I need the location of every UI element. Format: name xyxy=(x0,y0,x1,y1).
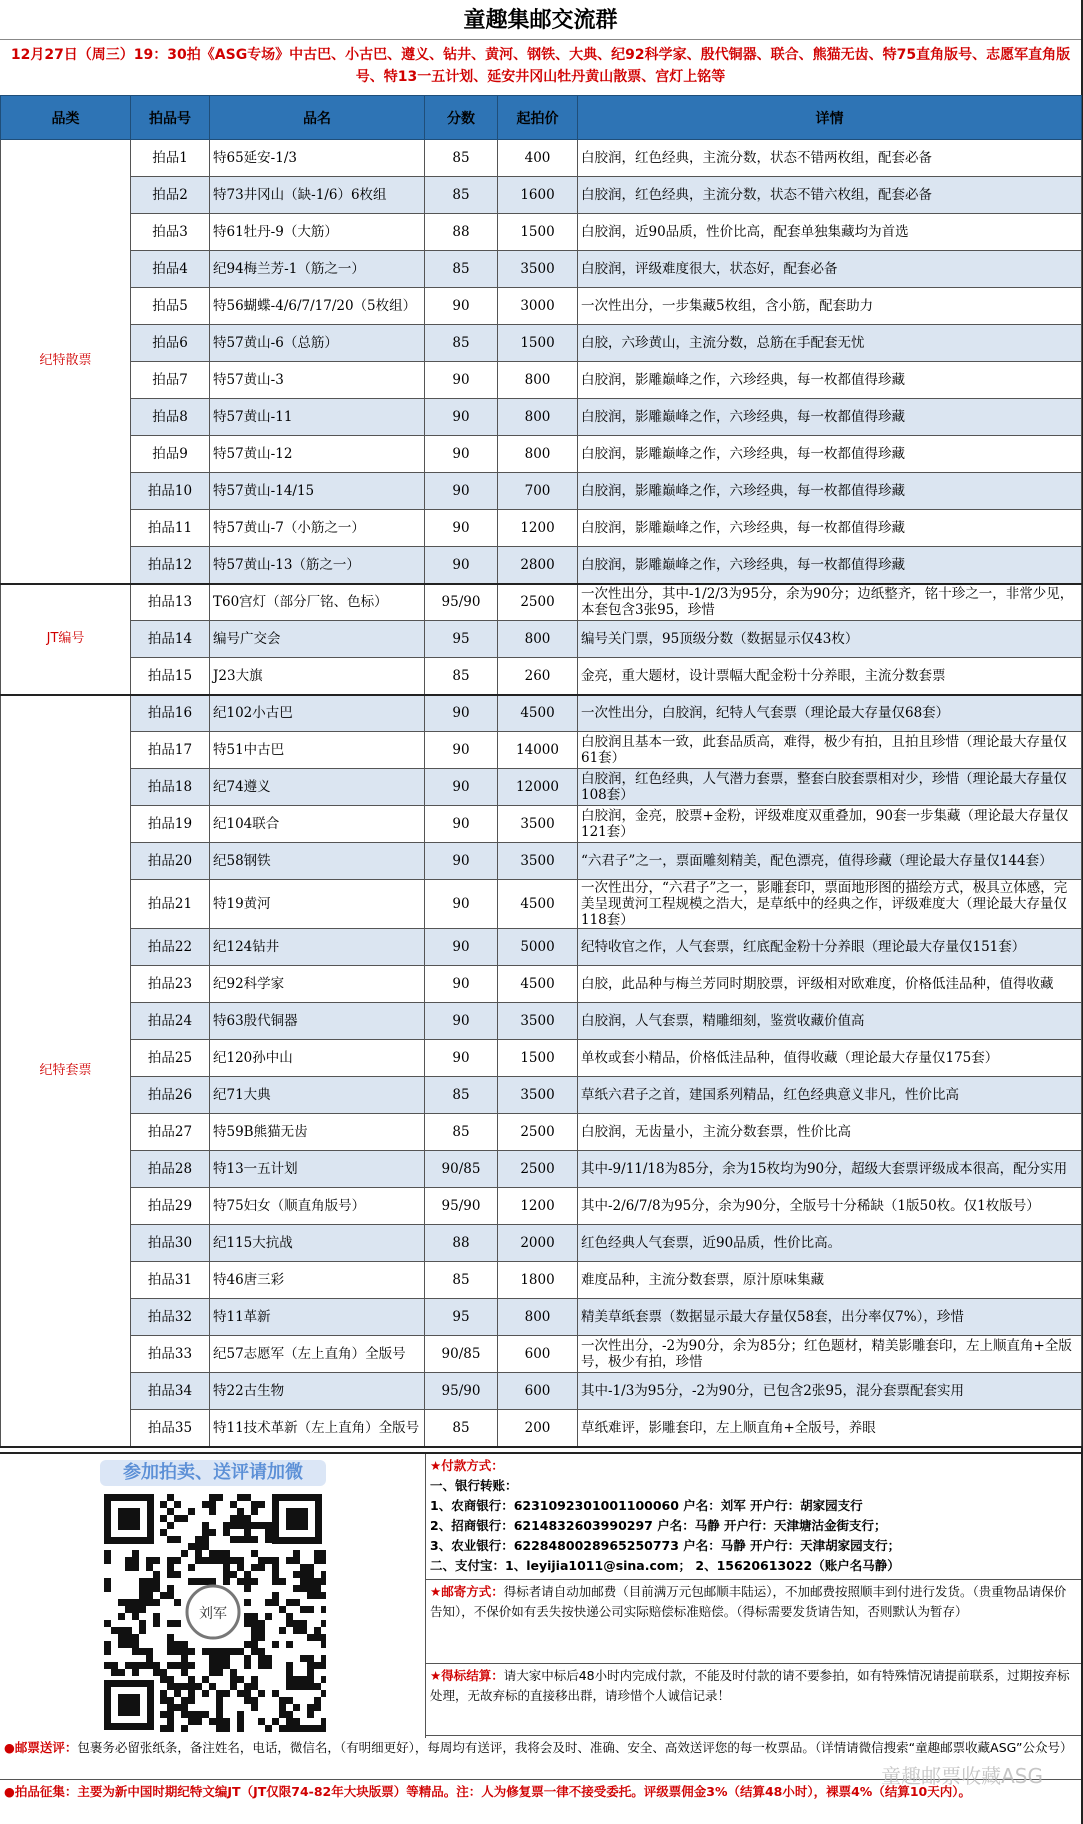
lot-price-cell: 700 xyxy=(498,473,578,510)
lot-number-cell: 拍品12 xyxy=(131,547,210,584)
lot-number-cell: 拍品2 xyxy=(131,177,210,214)
lot-number-cell: 拍品26 xyxy=(131,1077,210,1114)
table-row xyxy=(1,288,1082,325)
shipping-heading: ★邮寄方式： xyxy=(430,1584,504,1599)
table-row xyxy=(1,436,1082,473)
table-row xyxy=(1,362,1082,399)
table-row xyxy=(1,399,1082,436)
lot-name-cell: 特65延安-1/3 xyxy=(210,140,425,177)
lot-price-cell: 2000 xyxy=(498,1225,578,1262)
lot-score-cell: 95 xyxy=(425,621,498,658)
lot-detail-cell: 编号关门票，95顶级分数（数据显示仅43枚） xyxy=(578,621,1082,658)
lot-score-cell: 90 xyxy=(425,880,498,929)
lot-price-cell: 4500 xyxy=(498,880,578,929)
shipping-block xyxy=(426,1580,1081,1664)
grading-heading: ●邮票送评： xyxy=(4,1740,78,1755)
lot-score-cell: 90 xyxy=(425,547,498,584)
lot-name-cell: 特57黄山-14/15 xyxy=(210,473,425,510)
table-row xyxy=(1,1410,1082,1447)
table-row xyxy=(1,214,1082,251)
table-row xyxy=(1,325,1082,362)
lot-detail-cell: 精美草纸套票（数据显示最大存量仅58套，出分率仅7%），珍惜 xyxy=(578,1299,1082,1336)
lot-price-cell: 800 xyxy=(498,436,578,473)
lot-price-cell: 200 xyxy=(498,1410,578,1447)
lot-number-cell: 拍品20 xyxy=(131,843,210,880)
qr-caption: 参加拍卖、送评请加微 xyxy=(100,1460,326,1486)
lot-name-cell: 特11革新 xyxy=(210,1299,425,1336)
table-row xyxy=(1,1299,1082,1336)
table-row xyxy=(1,929,1082,966)
lot-name-cell: 特22古生物 xyxy=(210,1373,425,1410)
lot-name-cell: J23大旗 xyxy=(210,658,425,695)
lot-number-cell: 拍品27 xyxy=(131,1114,210,1151)
lot-detail-cell: 草纸六君子之首，建国系列精品，红色经典意义非凡，性价比高 xyxy=(578,1077,1082,1114)
lot-number-cell: 拍品13 xyxy=(131,584,210,621)
lot-detail-cell: 草纸难评，影雕套印，左上顺直角+全版号，养眼 xyxy=(578,1410,1082,1447)
lot-detail-cell: 白胶，六珍黄山，主流分数，总筋在手配套无忧 xyxy=(578,325,1082,362)
lot-name-cell: 特61牡丹-9（大筋） xyxy=(210,214,425,251)
table-row xyxy=(1,843,1082,880)
lot-name-cell: 编号广交会 xyxy=(210,621,425,658)
lot-detail-cell: 白胶润，影雕巅峰之作，六珍经典，每一枚都值得珍藏 xyxy=(578,473,1082,510)
table-row xyxy=(1,1225,1082,1262)
lot-score-cell: 90/85 xyxy=(425,1336,498,1373)
lot-name-cell: 纪57志愿军（左上直角）全版号 xyxy=(210,1336,425,1373)
lot-price-cell: 1500 xyxy=(498,325,578,362)
lots-body xyxy=(1,140,1082,1447)
winning-text: 请大家中标后48小时内完成付款，不能及时付款的请不要参拍，如有特殊情况请提前联系，过期按弃标处理，无故弃标的直接移出群，请珍惜个人诚信记录！ xyxy=(430,1668,1070,1703)
lot-detail-cell: 红色经典人气套票，近90品质，性价比高。 xyxy=(578,1225,1082,1262)
lot-score-cell: 95/90 xyxy=(425,1373,498,1410)
lot-number-cell: 拍品1 xyxy=(131,140,210,177)
lot-price-cell: 1200 xyxy=(498,510,578,547)
lot-detail-cell: 纪特收官之作，人气套票，红底配金粉十分养眼（理论最大存量仅151套） xyxy=(578,929,1082,966)
grading-text: 包裹务必留张纸条，备注姓名，电话，微信名，（有明细更好），每周均有送评，我将会及时、准确、安全、高效送评您的每一枚票品。（详情请微信搜索“童趣邮票收藏ASG”公众号） xyxy=(77,1740,1073,1755)
lot-score-cell: 90 xyxy=(425,966,498,1003)
lot-score-cell: 85 xyxy=(425,1114,498,1151)
lot-name-cell: 特11技术革新（左上直角）全版号 xyxy=(210,1410,425,1447)
lot-score-cell: 90 xyxy=(425,769,498,806)
table-row xyxy=(1,1151,1082,1188)
lot-number-cell: 拍品14 xyxy=(131,621,210,658)
lot-name-cell: 特59B熊猫无齿 xyxy=(210,1114,425,1151)
lot-score-cell: 85 xyxy=(425,1262,498,1299)
lot-price-cell: 4500 xyxy=(498,695,578,732)
lot-score-cell: 90 xyxy=(425,695,498,732)
lot-number-cell: 拍品34 xyxy=(131,1373,210,1410)
lot-price-cell: 1500 xyxy=(498,1040,578,1077)
lot-score-cell: 95/90 xyxy=(425,584,498,621)
info-panel xyxy=(426,1454,1081,1738)
header-lot: 拍品号 xyxy=(131,96,210,140)
lot-number-cell: 拍品18 xyxy=(131,769,210,806)
table-row xyxy=(1,177,1082,214)
lot-price-cell: 400 xyxy=(498,140,578,177)
lot-detail-cell: 一次性出分，“六君子”之一，影雕套印，票面地形图的描绘方式，极具立体感，完美呈现黄河工程规模之浩大，是草纸中的经典之作，评级难度大（理论最大存量仅118套） xyxy=(578,880,1082,929)
lot-detail-cell: 白胶润，影雕巅峰之作，六珍经典，每一枚都值得珍藏 xyxy=(578,399,1082,436)
payment-bank-heading: 一、银行转账： xyxy=(430,1478,518,1493)
lot-detail-cell: “六君子”之一，票面雕刻精美，配色漂亮，值得珍藏（理论最大存量仅144套） xyxy=(578,843,1082,880)
lot-name-cell: 纪58钢铁 xyxy=(210,843,425,880)
lot-detail-cell: 单枚或套小精品，价格低洼品种，值得收藏（理论最大存量仅175套） xyxy=(578,1040,1082,1077)
lot-name-cell: 纪74遵义 xyxy=(210,769,425,806)
lot-name-cell: 纪102小古巴 xyxy=(210,695,425,732)
auction-subtitle: 12月27日（周三）19：30拍《ASG专场》中古巴、小古巴、遵义、钻井、黄河、钢铁、大典、纪92科学家、殷代铜器、联合、熊猫无齿、特75直角版号、志愿军直角版号、特13一五计划、延安井冈山牡丹黄山散票、宫灯上铭等 xyxy=(10,47,1071,85)
lot-name-cell: 特51中古巴 xyxy=(210,732,425,769)
payment-line: 3、农业银行：6228480028965250773 户名：马静 开户行：天津胡家园支行； xyxy=(430,1538,901,1553)
lot-price-cell: 3500 xyxy=(498,806,578,843)
lot-number-cell: 拍品22 xyxy=(131,929,210,966)
lot-number-cell: 拍品10 xyxy=(131,473,210,510)
lot-number-cell: 拍品7 xyxy=(131,362,210,399)
solicit-note: ●拍品征集：主要为新中国时期纪特文编JT（JT仅限74-82年大块版票）等精品。注：人为修复票一律不接受委托。评级票佣金3%（结算48小时），裸票4%（结算10天内）。 xyxy=(4,1784,971,1799)
lot-number-cell: 拍品35 xyxy=(131,1410,210,1447)
lot-name-cell: 特57黄山-7（小筋之一） xyxy=(210,510,425,547)
lot-detail-cell: 白胶润，影雕巅峰之作，六珍经典，每一枚都值得珍藏 xyxy=(578,547,1082,584)
header-detail: 详情 xyxy=(578,96,1082,140)
lot-number-cell: 拍品11 xyxy=(131,510,210,547)
lot-score-cell: 90 xyxy=(425,732,498,769)
lot-detail-cell: 其中-9/11/18为85分，余为15枚均为90分，超级大套票评级成本很高，配分实用 xyxy=(578,1151,1082,1188)
lot-score-cell: 90 xyxy=(425,1040,498,1077)
lot-price-cell: 2800 xyxy=(498,547,578,584)
table-row xyxy=(1,806,1082,843)
qr-code-icon xyxy=(100,1490,326,1734)
table-row xyxy=(1,510,1082,547)
lot-number-cell: 拍品23 xyxy=(131,966,210,1003)
watermark: 童趣邮票收藏ASG xyxy=(881,1764,1043,1788)
lot-score-cell: 90 xyxy=(425,843,498,880)
qr-panel xyxy=(0,1454,426,1738)
lot-name-cell: 纪124钻井 xyxy=(210,929,425,966)
lot-name-cell: 特57黄山-3 xyxy=(210,362,425,399)
category-cell: 纪特套票 xyxy=(1,695,131,1447)
lot-detail-cell: 白胶润且基本一致，此套品质高，难得，极少有拍，且拍且珍惜（理论最大存量仅61套） xyxy=(578,732,1082,769)
lot-price-cell: 260 xyxy=(498,658,578,695)
lot-number-cell: 拍品21 xyxy=(131,880,210,929)
page-title: 童趣集邮交流群 xyxy=(0,0,1081,40)
header-score: 分数 xyxy=(425,96,498,140)
lot-name-cell: 特75妇女（顺直角版号） xyxy=(210,1188,425,1225)
lot-number-cell: 拍品31 xyxy=(131,1262,210,1299)
lot-price-cell: 3500 xyxy=(498,251,578,288)
lot-score-cell: 90 xyxy=(425,510,498,547)
table-row xyxy=(1,1077,1082,1114)
table-row xyxy=(1,695,1082,732)
lot-price-cell: 12000 xyxy=(498,769,578,806)
table-row xyxy=(1,473,1082,510)
lot-detail-cell: 一次性出分，白胶润，纪特人气套票（理论最大存量仅68套） xyxy=(578,695,1082,732)
lot-detail-cell: 白胶润，影雕巅峰之作，六珍经典，每一枚都值得珍藏 xyxy=(578,362,1082,399)
table-row xyxy=(1,584,1082,621)
winning-block xyxy=(426,1664,1081,1738)
qr-logo-text: 刘军 xyxy=(199,1606,227,1622)
lot-name-cell: 特73井冈山（缺-1/6）6枚组 xyxy=(210,177,425,214)
lot-price-cell: 800 xyxy=(498,399,578,436)
header-name: 品名 xyxy=(210,96,425,140)
lot-detail-cell: 白胶润，评级难度很大，状态好，配套必备 xyxy=(578,251,1082,288)
lot-number-cell: 拍品28 xyxy=(131,1151,210,1188)
lot-number-cell: 拍品25 xyxy=(131,1040,210,1077)
lot-name-cell: 特63殷代铜器 xyxy=(210,1003,425,1040)
lot-score-cell: 85 xyxy=(425,325,498,362)
lot-score-cell: 85 xyxy=(425,140,498,177)
lot-price-cell: 3500 xyxy=(498,843,578,880)
lot-name-cell: 纪94梅兰芳-1（筋之一） xyxy=(210,251,425,288)
lot-detail-cell: 白胶润，红色经典，主流分数，状态不错六枚组，配套必备 xyxy=(578,177,1082,214)
lot-detail-cell: 白胶润，近90品质，性价比高，配套单独集藏均为首选 xyxy=(578,214,1082,251)
lot-detail-cell: 白胶，此品种与梅兰芳同时期胶票，评级相对欧难度，价格低洼品种，值得收藏 xyxy=(578,966,1082,1003)
lot-name-cell: 纪115大抗战 xyxy=(210,1225,425,1262)
lot-detail-cell: 其中-1/3为95分，-2为90分，已包含2张95，混分套票配套实用 xyxy=(578,1373,1082,1410)
lot-price-cell: 5000 xyxy=(498,929,578,966)
lot-detail-cell: 金亮，重大题材，设计票幅大配金粉十分养眼，主流分数套票 xyxy=(578,658,1082,695)
table-row xyxy=(1,880,1082,929)
lot-score-cell: 90 xyxy=(425,436,498,473)
table-row xyxy=(1,547,1082,584)
lot-name-cell: 纪120孙中山 xyxy=(210,1040,425,1077)
lot-name-cell: 特56蝴蝶-4/6/7/17/20（5枚组） xyxy=(210,288,425,325)
lot-name-cell: 特13一五计划 xyxy=(210,1151,425,1188)
lot-name-cell: 特57黄山-13（筋之一） xyxy=(210,547,425,584)
table-row xyxy=(1,1003,1082,1040)
lot-score-cell: 90 xyxy=(425,399,498,436)
lot-name-cell: 特19黄河 xyxy=(210,880,425,929)
info-section xyxy=(0,1452,1081,1736)
lot-price-cell: 1800 xyxy=(498,1262,578,1299)
table-row xyxy=(1,1114,1082,1151)
lot-price-cell: 3500 xyxy=(498,1077,578,1114)
lot-price-cell: 2500 xyxy=(498,1151,578,1188)
lot-detail-cell: 白胶润，金亮，胶票+金粉，评级难度双重叠加，90套一步集藏（理论最大存量仅121套） xyxy=(578,806,1082,843)
lot-number-cell: 拍品32 xyxy=(131,1299,210,1336)
lot-score-cell: 90/85 xyxy=(425,1151,498,1188)
lot-score-cell: 85 xyxy=(425,1410,498,1447)
lot-price-cell: 600 xyxy=(498,1336,578,1373)
lot-name-cell: 特46唐三彩 xyxy=(210,1262,425,1299)
category-cell: JT编号 xyxy=(1,584,131,695)
lot-score-cell: 90 xyxy=(425,473,498,510)
lot-price-cell: 3500 xyxy=(498,1003,578,1040)
lot-detail-cell: 一次性出分，一步集藏5枚组，含小筋，配套助力 xyxy=(578,288,1082,325)
lot-number-cell: 拍品30 xyxy=(131,1225,210,1262)
lot-price-cell: 1600 xyxy=(498,177,578,214)
payment-block xyxy=(426,1454,1081,1580)
table-row xyxy=(1,966,1082,1003)
lots-table xyxy=(0,95,1082,1448)
category-cell: 纪特散票 xyxy=(1,140,131,584)
lot-name-cell: T60宫灯（部分厂铭、色标） xyxy=(210,584,425,621)
payment-line: 二、支付宝：1、leyijia1011@sina.com； 2、15620613022（账户名马静） xyxy=(430,1558,900,1573)
lot-name-cell: 特57黄山-12 xyxy=(210,436,425,473)
lot-number-cell: 拍品19 xyxy=(131,806,210,843)
lot-price-cell: 800 xyxy=(498,621,578,658)
lot-number-cell: 拍品17 xyxy=(131,732,210,769)
lot-score-cell: 90 xyxy=(425,288,498,325)
table-row xyxy=(1,1336,1082,1373)
lot-number-cell: 拍品9 xyxy=(131,436,210,473)
lot-detail-cell: 一次性出分，-2为90分，余为85分；红色题材，精美影雕套印，左上顺直角+全版号，极少有拍，珍惜 xyxy=(578,1336,1082,1373)
lot-detail-cell: 一次性出分，其中-1/2/3为95分，余为90分；边纸整齐，铭十珍之一，非常少见，本套包含3张95，珍惜 xyxy=(578,584,1082,621)
lot-score-cell: 90 xyxy=(425,806,498,843)
table-row xyxy=(1,1262,1082,1299)
payment-heading: ★付款方式： xyxy=(430,1458,504,1473)
lot-number-cell: 拍品8 xyxy=(131,399,210,436)
table-row xyxy=(1,1040,1082,1077)
lot-name-cell: 纪71大典 xyxy=(210,1077,425,1114)
header-start-price: 起拍价 xyxy=(498,96,578,140)
lot-number-cell: 拍品4 xyxy=(131,251,210,288)
lot-number-cell: 拍品16 xyxy=(131,695,210,732)
lot-score-cell: 88 xyxy=(425,1225,498,1262)
lot-detail-cell: 其中-2/6/7/8为95分，余为90分，全版号十分稀缺（1版50枚。仅1枚版号） xyxy=(578,1188,1082,1225)
lot-detail-cell: 白胶润，红色经典，主流分数，状态不错两枚组，配套必备 xyxy=(578,140,1082,177)
lot-price-cell: 800 xyxy=(498,1299,578,1336)
payment-line: 1、农商银行：6231092301001100060 户名：刘军 开户行：胡家园支行 xyxy=(430,1498,863,1513)
lot-number-cell: 拍品33 xyxy=(131,1336,210,1373)
lot-number-cell: 拍品24 xyxy=(131,1003,210,1040)
lot-price-cell: 3000 xyxy=(498,288,578,325)
lot-price-cell: 4500 xyxy=(498,966,578,1003)
lot-score-cell: 95/90 xyxy=(425,1188,498,1225)
lot-number-cell: 拍品6 xyxy=(131,325,210,362)
lot-score-cell: 85 xyxy=(425,177,498,214)
lot-price-cell: 600 xyxy=(498,1373,578,1410)
table-row xyxy=(1,658,1082,695)
lot-score-cell: 85 xyxy=(425,658,498,695)
lot-score-cell: 90 xyxy=(425,929,498,966)
lot-score-cell: 85 xyxy=(425,1077,498,1114)
lot-score-cell: 90 xyxy=(425,1003,498,1040)
lot-price-cell: 2500 xyxy=(498,584,578,621)
lot-score-cell: 88 xyxy=(425,214,498,251)
table-row xyxy=(1,732,1082,769)
lot-name-cell: 纪92科学家 xyxy=(210,966,425,1003)
table-row xyxy=(1,251,1082,288)
lot-number-cell: 拍品15 xyxy=(131,658,210,695)
table-row xyxy=(1,621,1082,658)
lot-score-cell: 95 xyxy=(425,1299,498,1336)
lot-price-cell: 14000 xyxy=(498,732,578,769)
lot-name-cell: 纪104联合 xyxy=(210,806,425,843)
payment-line: 2、招商银行：6214832603990297 户名：马静 开户行：天津塘沽金街支行； xyxy=(430,1518,887,1533)
lot-name-cell: 特57黄山-11 xyxy=(210,399,425,436)
lot-detail-cell: 白胶润，影雕巅峰之作，六珍经典，每一枚都值得珍藏 xyxy=(578,510,1082,547)
table-row xyxy=(1,769,1082,806)
lot-detail-cell: 白胶润，无齿量小，主流分数套票，性价比高 xyxy=(578,1114,1082,1151)
lot-price-cell: 800 xyxy=(498,362,578,399)
lot-detail-cell: 白胶润，红色经典，人气潜力套票，整套白胶套票相对少，珍惜（理论最大存量仅108套） xyxy=(578,769,1082,806)
lot-detail-cell: 白胶润，人气套票，精雕细刻，鉴赏收藏价值高 xyxy=(578,1003,1082,1040)
lot-number-cell: 拍品3 xyxy=(131,214,210,251)
table-row xyxy=(1,140,1082,177)
lot-price-cell: 1500 xyxy=(498,214,578,251)
lot-name-cell: 特57黄山-6（总筋） xyxy=(210,325,425,362)
table-row xyxy=(1,1188,1082,1225)
lot-score-cell: 85 xyxy=(425,251,498,288)
winning-heading: ★得标结算： xyxy=(430,1668,504,1683)
table-header-row xyxy=(1,96,1082,140)
lot-detail-cell: 难度品种，主流分数套票，原汁原味集藏 xyxy=(578,1262,1082,1299)
lot-price-cell: 1200 xyxy=(498,1188,578,1225)
table-row xyxy=(1,1373,1082,1410)
lot-score-cell: 90 xyxy=(425,362,498,399)
lot-number-cell: 拍品29 xyxy=(131,1188,210,1225)
lot-number-cell: 拍品5 xyxy=(131,288,210,325)
header-category: 品类 xyxy=(1,96,131,140)
lot-detail-cell: 白胶润，影雕巅峰之作，六珍经典，每一枚都值得珍藏 xyxy=(578,436,1082,473)
lot-price-cell: 2500 xyxy=(498,1114,578,1151)
shipping-text: 得标者请自动加邮费（目前满万元包邮顺丰陆运），不加邮费按照顺丰到付进行发货。（贵重物品请保价告知），不保价如有丢失按快递公司实际赔偿标准赔偿。（得标需要发货请告知，否则默认为暂存） xyxy=(430,1584,1067,1619)
